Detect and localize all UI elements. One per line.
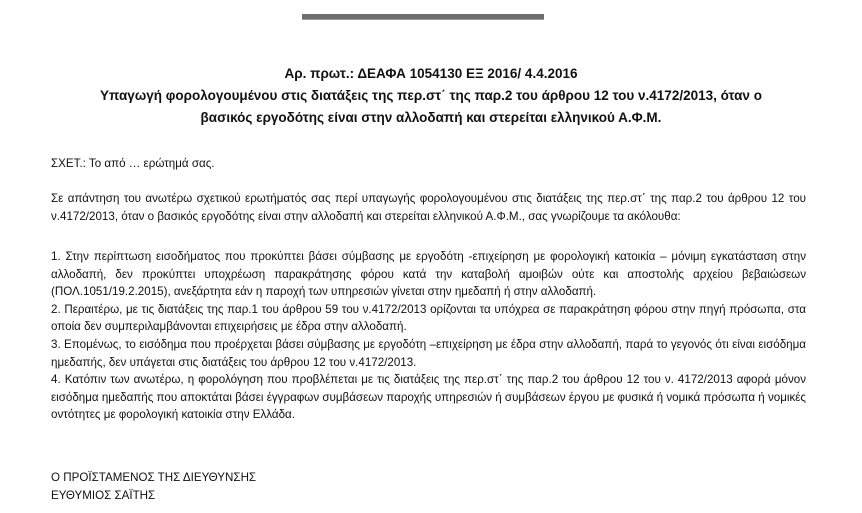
- numbered-points: [51, 248, 806, 424]
- point-1: 1. Στην περίπτωση εισοδήματος που προκύπτει βάσει σύμβασης με εργοδότη -επιχείρηση με φορολογική κατοικία – μόνιμη εγκατάσταση στην αλλοδαπή, δεν προκύπτει υποχρέωση παρακράτησης φόρου κατά την καταβολή αμοιβών ούτε και αποστολής αρχείου βεβαιώσεων (ΠΟΛ.1051/19.2.2015), ανεξάρτητα εάν η παροχή των υπηρεσιών γίνεται στην ημεδαπή ή στην αλλοδαπή.: [51, 250, 806, 299]
- related-reference: ΣΧΕΤ.: Το από … ερώτημά σας.: [51, 157, 215, 170]
- reference-number: Αρ. πρωτ.: ΔΕΑΦΑ 1054130 ΕΞ 2016/ 4.4.2016: [284, 66, 578, 81]
- subject-line-1: Υπαγωγή φορολογουμένου στις διατάξεις της περ.στ΄ της παρ.2 του άρθρου 12 του ν.4172/2013, όταν ο: [100, 88, 762, 103]
- signature-title: Ο ΠΡΟΪΣΤΑΜΕΝΟΣ ΤΗΣ ΔΙΕΥΘΥΝΣΗΣ: [51, 471, 257, 484]
- subject-line-2: βασικός εργοδότης είναι στην αλλοδαπή και στερείται ελληνικού Α.Φ.Μ.: [200, 110, 662, 125]
- document-subject: [40, 85, 822, 129]
- point-4: 4. Κατόπιν των ανωτέρω, η φορολόγηση που προβλέπεται με τις διατάξεις της περ.στ΄ της παρ.2 του άρθρου 12 του ν. 4172/2013 αφορά μόνον εισόδημα ημεδαπής που αποκτάται βάσει έγγραφων συμβάσεων παροχής υπηρεσιών ή συμβάσεων έργου με φυσικά ή νομικά πρόσωπα ή νομικές οντότητες με φορολογική κατοικία στην Ελλάδα.: [51, 373, 806, 422]
- intro-paragraph: Σε απάντηση του ανωτέρω σχετικού ερωτήματός σας περί υπαγωγής φορολογουμένου στις διατάξεις της περ.στ΄ της παρ.2 του άρθρου 12 του ν.4172/2013, όταν ο βασικός εργοδότης είναι στην αλλοδαπή και στερείται ελληνικού Α.Φ.Μ., σας γνωρίζουμε τα ακόλουθα:: [51, 192, 806, 223]
- point-3: 3. Επομένως, το εισόδημα που προέρχεται βάσει σύμβασης με εργοδότη –επιχείρηση με έδρα στην αλλοδαπή, παρά το γεγονός ότι είναι εισόδημα ημεδαπής, δεν υπάγεται στις διατάξεις του άρθρου 12 του ν.4172/2013.: [51, 337, 806, 369]
- header-divider: [302, 14, 544, 19]
- signature-name: ΕΥΘΥΜΙΟΣ ΣΑΪΤΗΣ: [51, 488, 156, 502]
- point-2: 2. Περαιτέρω, με τις διατάξεις της παρ.1 του άρθρου 59 του ν.4172/2013 ορίζονται τα υπόχρεα σε παρακράτηση φόρου στην πηγή πρόσωπα, στα οποία δεν συμπεριλαμβάνονται επιχειρήσεις με έδρα στην αλλοδαπή.: [51, 302, 806, 334]
- signature-block: [51, 469, 806, 504]
